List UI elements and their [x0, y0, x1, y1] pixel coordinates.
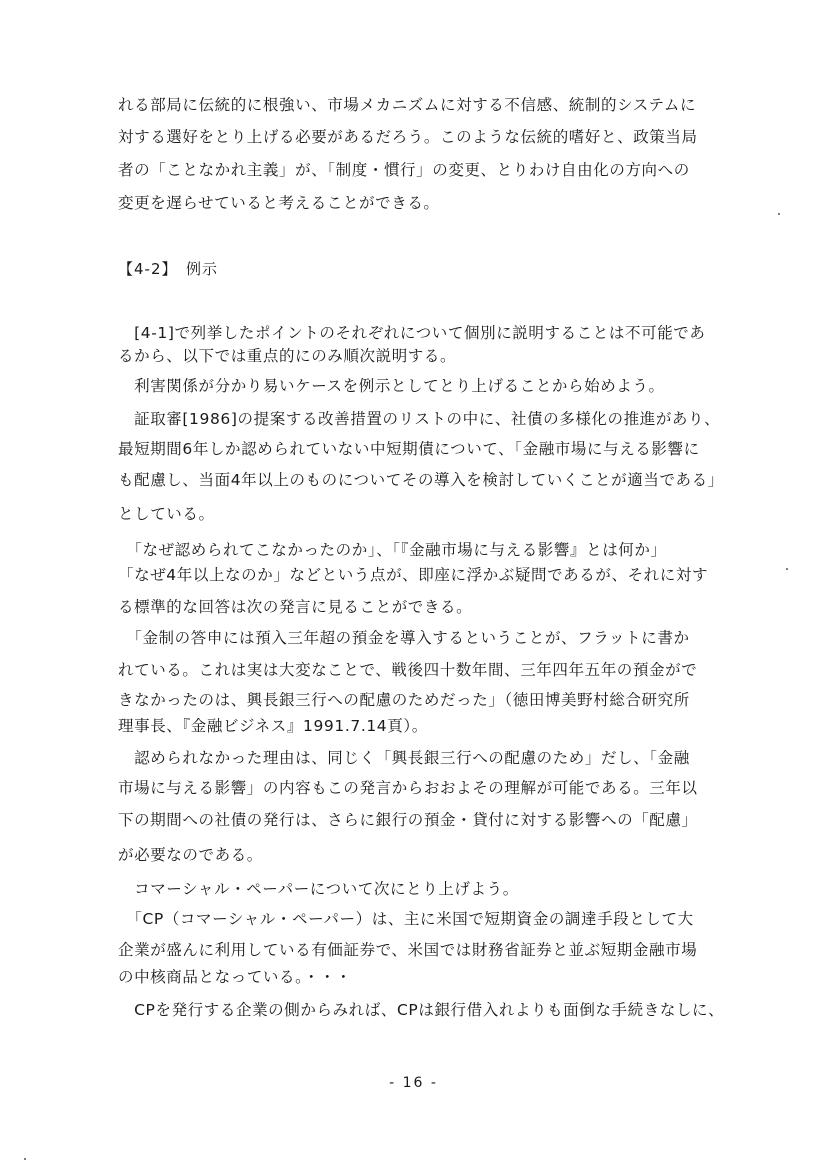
body-line: 利害関係が分かり易いケースを例示としてとり上げることから始めよう。	[118, 377, 665, 395]
body-line: 企業が盛んに利用している有価証券で、米国では財務省証券と並ぶ短期金融市場	[118, 941, 698, 959]
body-line: 最短期間6年しか認められていない中短期債について、「金融市場に与える影響に	[118, 440, 700, 458]
body-line: の中核商品となっている。・・・	[118, 968, 352, 986]
body-line: 「なぜ4年以上なのか」などという点が、即座に浮かぶ疑問であるが、それに対す	[118, 566, 709, 584]
section-heading: 【4-2】 例示	[118, 260, 219, 278]
body-line: CPを発行する企業の側からみれば、CPは銀行借入れよりも面倒な手続きなしに、	[118, 1001, 725, 1019]
body-line: 理事長、『金融ビジネス』1991.7.14頁）。	[118, 717, 428, 735]
body-line: 「金制の答申には預入三年超の預金を導入するということが、フラットに書か	[118, 629, 690, 647]
body-line: るから、以下では重点的にのみ順次説明する。	[118, 347, 457, 365]
paragraph-line: 対する選好をとり上げる必要があるだろう。このような伝統的嗜好と、政策当局	[118, 128, 698, 146]
body-line: [4-1]で列挙したポイントのそれぞれについて個別に説明することは不可能であ	[118, 324, 706, 342]
body-line: きなかったのは、興長銀三行への配慮のためだった」（徳田博美野村総合研究所	[118, 691, 690, 709]
body-line: 下の期間への社債の発行は、さらに銀行の預金・貸付に対する影響への「配慮」	[118, 811, 698, 829]
body-line: コマーシャル・ペーパーについて次にとり上げよう。	[118, 880, 519, 898]
paragraph-line: 変更を遅らせていると考えることができる。	[118, 194, 440, 212]
body-line: 市場に与える影響」の内容もこの発言からおおよその理解が可能である。三年以	[118, 779, 698, 797]
body-line: 証取審[1986]の提案する改善措置のリストの中に、社債の多様化の推進があり、	[118, 410, 721, 428]
body-line: 認められなかった理由は、同じく「興長銀三行への配慮のため」だし、「金融	[118, 749, 690, 767]
body-line: 「なぜ認められてこなかったのか」、「『金融市場に与える影響』とは何か」	[118, 541, 667, 559]
body-line: れている。これは実は大変なことで、戦後四十数年間、三年四年五年の預金がで	[118, 661, 698, 679]
scan-speck	[24, 1158, 26, 1160]
body-line: も配慮し、当面4年以上のものについてその導入を検討していくことが適当である」	[118, 471, 724, 489]
paragraph-line: れる部局に伝統的に根強い、市場メカニズムに対する不信感、統制的システムに	[118, 96, 697, 114]
body-line: る標準的な回答は次の発言に見ることができる。	[118, 598, 473, 616]
page-number: - 16 -	[389, 1075, 438, 1091]
body-line: としている。	[118, 505, 215, 523]
scan-speck	[778, 213, 780, 215]
paragraph-line: 者の「ことなかれ主義」が、「制度・慣行」の変更、とりわけ自由化の方向への	[118, 161, 690, 179]
body-line: が必要なのである。	[118, 846, 263, 864]
body-line: 「CP（コマーシャル・ペーパー）は、主に米国で短期資金の調達手段として大	[118, 910, 694, 928]
scan-speck	[786, 568, 788, 570]
